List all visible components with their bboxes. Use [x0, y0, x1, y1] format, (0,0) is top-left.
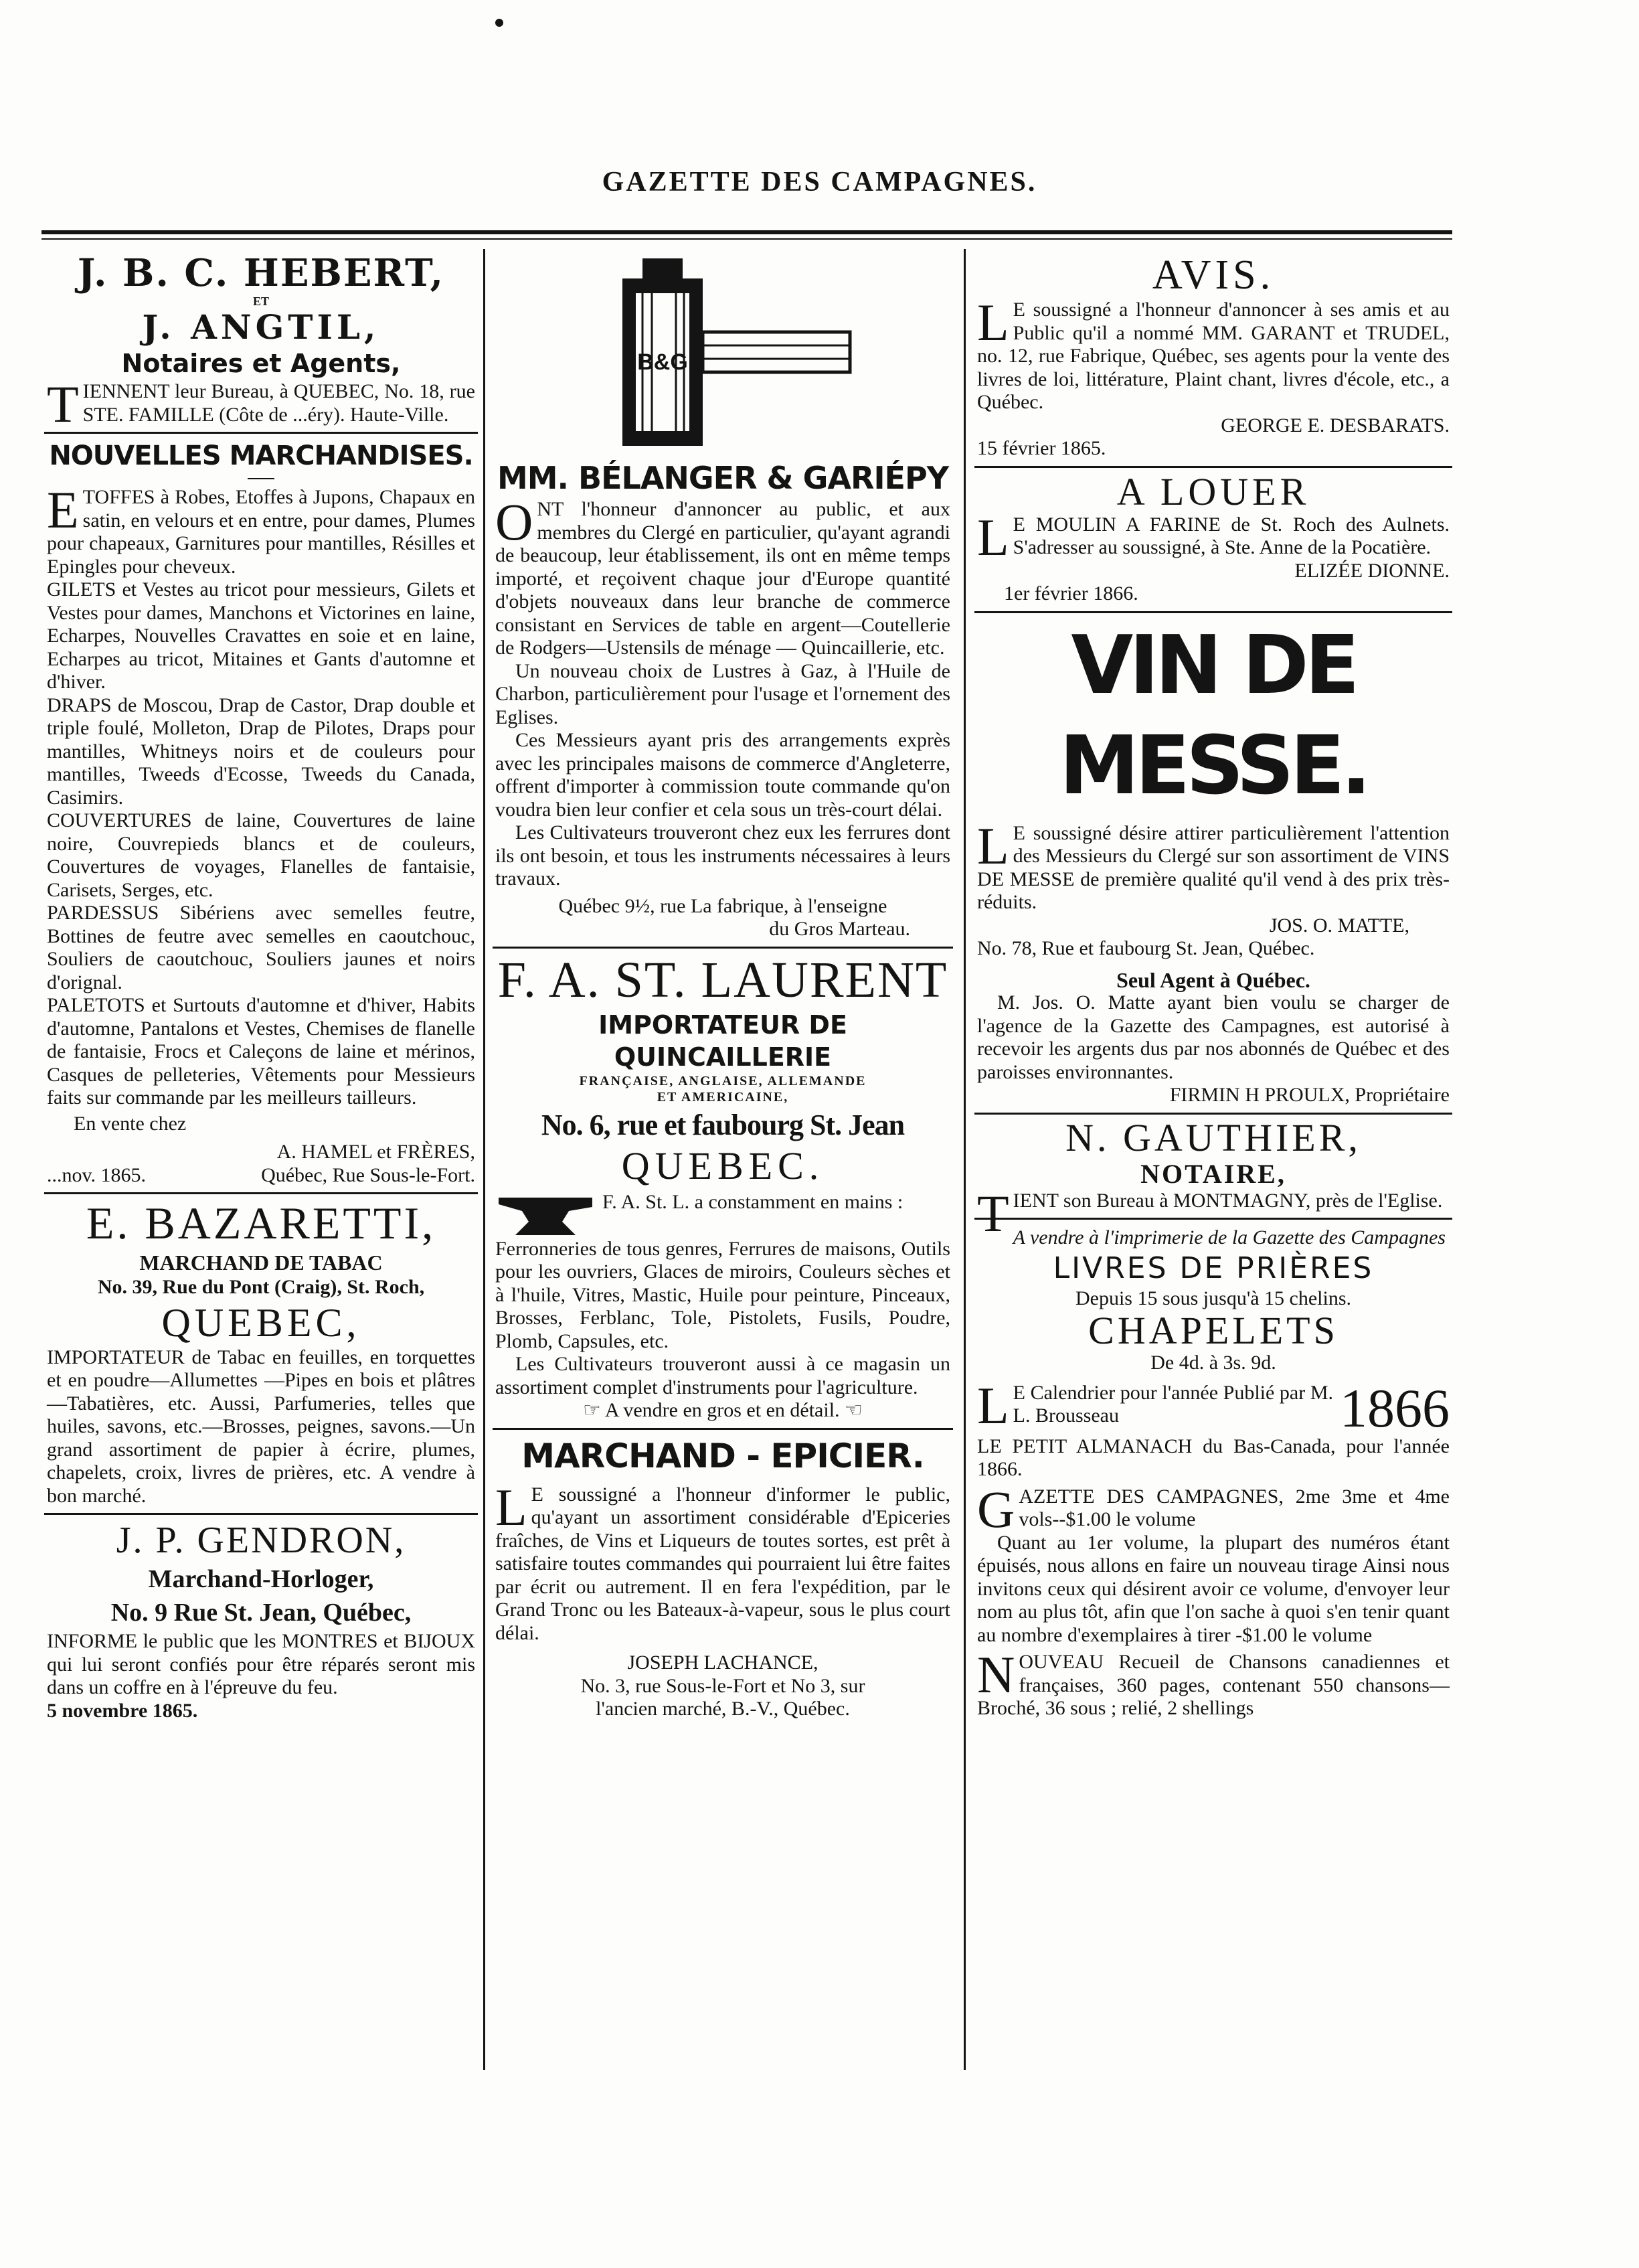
bazaretti-name: E. BAZARETTI, — [86, 1198, 436, 1248]
laurent-text2: Ferronneries de tous genres, Ferrures de maisons, Outils pour les ouvriers, Glaces de miroirs, Couleurs sèches et à l'huile, Vitres, Mastic, Huile pour peinture, Pinceaux, Brosses, Ferblanc, Tole, Pistolets, Fusils, Poudre, Plomb, Capsules, etc. — [495, 1237, 950, 1352]
ad-nouvelles-marchandises — [44, 434, 478, 1194]
belanger-addr1: Québec 9½, rue La fabrique, à l'enseigne — [558, 894, 887, 917]
louer-title: A LOUER — [1116, 469, 1310, 513]
gauthier-name: N. GAUTHIER, — [1065, 1115, 1361, 1159]
column-3 — [974, 249, 1452, 1726]
vin-agent-title: Seul Agent à Québec. — [1116, 967, 1310, 992]
nouvelles-p1: TOFFES à Robes, Etoffes à Jupons, Chapaux en satin, en velours et en entre, pour dames, Plumes pour chapeaux, Garnitures pour mantilles, Résilles et Epingles pour cheveux. — [47, 486, 475, 578]
bazaretti-city: QUEBEC, — [161, 1300, 361, 1345]
laurent-name: F. A. ST. LAURENT — [497, 951, 948, 1008]
belanger-p3: Ces Messieurs ayant pris des arrangements exprès avec les principales maisons de commerce d'Angleterre, offrent d'importer à commission toute commande qu'on voudra bien leur confier et cela sous un très-court délai. — [495, 729, 950, 821]
epicier-addr1: No. 3, rue Sous-le-Fort et No 3, sur — [580, 1674, 865, 1697]
ad-marchand-epicier — [493, 1430, 953, 1726]
nouvelles-p2: GILETS et Vestes au tricot pour messieurs, Gilets et Vestes pour dames, Manchons et Victorines en laine, Echarpes, Nouvelles Cravattes en soie et en laine, Echarpes au tricot, Mitaines et Gants d'automne et d'hiver. — [47, 578, 475, 693]
laurent-title: IMPORTATEUR DE QUINCAILLERIE — [598, 1009, 847, 1072]
gendron-date: 5 novembre 1865. — [47, 1699, 198, 1722]
louer-text: E MOULIN A FARINE de St. Roch des Aulnets. S'adresser au soussigné, à Ste. Anne de la Pocatière. — [1013, 513, 1450, 558]
hand-left-icon: ☜ — [845, 1399, 863, 1421]
hebert-dropcap: T — [47, 375, 79, 433]
nouvelles-seller: A. HAMEL et FRÈRES, — [276, 1141, 475, 1163]
ad-a-louer — [974, 468, 1452, 613]
vin-owner: FIRMIN H PROULX, Propriétaire — [1169, 1084, 1450, 1106]
gazette-p2: Quant au 1er volume, la plupart des numéros étant épuisés, nous allons en faire un nouveau tirage Ainsi nous invitons ceux qui désirent avoir ce volume, d'envoyer leur nom au plus tôt, afin que l'on sache à quoi s'en tenir quant au nombre d'exemplaires à tirer -$1.00 le volume — [977, 1531, 1450, 1646]
livres-title2: CHAPELETS — [1088, 1309, 1339, 1352]
gazette-text: AZETTE DES CAMPAGNES, 2me 3me et 4me vols--$1.00 le volume — [1019, 1485, 1450, 1530]
belanger-p1: NT l'honneur d'annoncer au public, et aux membres du Clergé en particulier, qu'ayant agrandi de beaucoup, leur établissement, ils ont en même temps importé, et reçoivent chaque jour d'Europe quantité d'objets nouveaux dans leur branche de commerce consistant en Services de table en argent—Coutellerie de Rodgers—Ustensils de ménage — Quincaillerie, etc. — [495, 498, 950, 659]
nouvelles-p5: PARDESSUS Sibériens avec semelles feutre, Bottines de feutre avec semelles en caoutchouc, Souliers de caoutchouc, Souliers jaunes et noirs d'orignal. — [47, 902, 475, 993]
nouvelles-vente: En vente chez — [74, 1112, 187, 1135]
livres-price2: De 4d. à 3s. 9d. — [1150, 1352, 1276, 1374]
belanger-dropcap: O — [495, 493, 533, 551]
vin-title: VIN DE MESSE. — [1059, 619, 1368, 813]
column-1 — [44, 249, 478, 1728]
avis-title: AVIS. — [1152, 252, 1275, 298]
louer-dropcap: L — [977, 507, 1009, 566]
nouvelles-dropcap: E — [47, 481, 79, 539]
ad-bazaretti — [44, 1194, 478, 1515]
header-rule-thin — [41, 238, 1452, 240]
ad-belanger-gariepy — [493, 249, 953, 949]
vin-text: E soussigné désire attirer particulièrement l'attention des Messieurs du Clergé sur son assortiment de VINS DE MESSE de première qualité qu'il vend à des prix très-réduits. — [977, 821, 1450, 913]
vin-dropcap: L — [977, 816, 1009, 875]
hebert-name: J. B. C. HEBERT, — [77, 251, 445, 295]
avis-name: GEORGE E. DESBARATS. — [1221, 414, 1450, 436]
nouvelles-dash — [248, 478, 274, 479]
avis-dropcap: L — [977, 293, 1009, 351]
page-speck — [495, 19, 503, 27]
gauthier-title: NOTAIRE, — [1140, 1158, 1286, 1189]
laurent-city: QUEBEC. — [621, 1143, 825, 1188]
calendrier-text: E Calendrier pour l'année Publié par M. L. Brousseau — [1013, 1381, 1333, 1427]
gauthier-dropcap: T — [977, 1184, 1009, 1242]
hebert-title: Notaires et Agents, — [121, 349, 401, 378]
livres-title1: LIVRES DE PRIÈRES — [1053, 1250, 1374, 1285]
epicier-text: E soussigné a l'honneur d'informer le public, qu'ayant un assortiment considérable d'Epiceries fraîches, de Vins et Liqueurs de toutes sortes, est prêt à satisfaire toutes commandes qui pourraient lui être faites par écrit ou autrement. Il en fera l'expédition, par le Grand Tronc ou les Bateaux-à-vapeur, sous le plus court délai. — [495, 1483, 950, 1644]
laurent-sub2: ET AMERICAINE, — [657, 1089, 789, 1105]
gendron-addr: No. 9 Rue St. Jean, Québec, — [110, 1599, 412, 1627]
epicier-addr2: l'ancien marché, B.-V., Québec. — [596, 1698, 850, 1720]
nouvelles-date: ...nov. 1865. — [47, 1163, 147, 1186]
nouvelles-p4: COUVERTURES de laine, Couvertures de laine noire, Couvrepieds blancs et de couleurs, Couvertures de voyages, Flanelles de fantaisie, Carisets, Serges, etc. — [47, 809, 475, 901]
column-divider-right — [964, 249, 966, 2070]
laurent-addr: No. 6, rue et faubourg St. Jean — [541, 1108, 905, 1141]
column-divider-left — [483, 249, 485, 2070]
laurent-text1: F. A. St. L. a constamment en mains : — [602, 1190, 903, 1213]
ad-avis — [974, 249, 1452, 468]
hebert-name-2: J. ANGTIL, — [142, 307, 380, 347]
nouvelles-p6: PALETOTS et Surtouts d'automne et d'hiver, Habits d'automne, Pantalons et Vestes, Chemises de flanelle de fantaisie, Frocs et Caleçons de laine et mérinos, Casques de pelleteries, Vêtements pour Messieurs faits sur commande par les meilleurs tailleurs. — [47, 994, 475, 1109]
laurent-text3: Les Cultivateurs trouveront aussi à ce magasin un assortiment complet d'instruments pour l'agriculture. — [495, 1353, 950, 1398]
belanger-addr2: du Gros Marteau. — [769, 918, 910, 940]
avis-text: E soussigné a l'honneur d'annoncer à ses amis et au Public qu'il a nommé MM. GARANT et TRUDEL, no. 12, rue Fabrique, Québec, ses agents pour la vente des livres de loi, littérature, Plaint chant, livres d'école, etc., a Québec. — [977, 299, 1450, 413]
header-rule-thick — [41, 230, 1452, 234]
louer-date: 1er février 1866. — [1004, 582, 1138, 604]
chansons-dropcap: N — [977, 1645, 1015, 1704]
bazaretti-title: MARCHAND DE TABAC — [139, 1250, 383, 1275]
laurent-vente: A vendre en gros et en détail. — [604, 1399, 840, 1421]
avis-date: 15 février 1865. — [977, 437, 1106, 459]
belanger-title: MM. BÉLANGER & GARIÉPY — [497, 460, 949, 496]
anvil-icon — [495, 1191, 596, 1238]
nouvelles-addr: Québec, Rue Sous-le-Fort. — [261, 1163, 475, 1186]
calendrier-dropcap: L — [977, 1376, 1009, 1435]
livres-intro: A vendre à l'imprimerie de la Gazette des Campagnes — [1013, 1226, 1446, 1248]
louer-name: ELIZÉE DIONNE. — [1294, 559, 1450, 582]
ad-hebert — [44, 249, 478, 434]
page-header: GAZETTE DES CAMPAGNES. — [602, 167, 1037, 197]
gendron-name: J. P. GENDRON, — [116, 1520, 406, 1561]
gauthier-text: IENT son Bureau à MONTMAGNY, près de l'Eglise. — [1013, 1189, 1443, 1212]
belanger-p4: Les Cultivateurs trouveront chez eux les ferrures dont ils ont besoin, et tous les instruments nécessaires à leurs travaux. — [495, 821, 950, 890]
vin-agent-text: M. Jos. O. Matte ayant bien voulu se charger de l'agence de la Gazette des Campagnes, est autorisé à recevoir les argents dus par nos abonnés de Québec et des paroisses environnantes. — [977, 991, 1450, 1083]
ad-st-laurent — [493, 949, 953, 1430]
hebert-et: ET — [252, 295, 269, 308]
gazette-dropcap: G — [977, 1479, 1015, 1538]
livres-price1: Depuis 15 sous jusqu'à 15 chelins. — [1075, 1287, 1352, 1309]
epicier-dropcap: L — [495, 1477, 527, 1536]
epicier-title: MARCHAND - EPICIER. — [521, 1436, 924, 1475]
belanger-p2: Un nouveau choix de Lustres à Gaz, à l'Huile de Charbon, particulièrement pour l'usage et l'ornement des Eglises. — [495, 659, 950, 728]
nouvelles-p3: DRAPS de Moscou, Drap de Castor, Drap double et triple foulé, Molleton, Drap de Pilotes, Draps pour mantilles, Whitneys noirs et de couleurs pour mantilles, Tweeds d'Ecosse, Tweeds du Canada, Casimirs. — [47, 694, 475, 809]
ad-vin-de-messe — [974, 613, 1452, 1115]
ad-gendron — [44, 1515, 478, 1728]
vin-name: JOS. O. MATTE, — [1269, 914, 1409, 937]
gendron-text: INFORME le public que les MONTRES et BIJOUX qui lui seront confiés pour être réparés seront mis dans un coffre en à l'épreuve du feu. — [47, 1630, 475, 1698]
hand-right-icon: ☞ — [583, 1399, 601, 1421]
laurent-sub1: FRANÇAISE, ANGLAISE, ALLEMANDE — [579, 1073, 867, 1088]
calendrier-year: 1866 — [1340, 1377, 1450, 1439]
hammer-icon — [582, 252, 863, 453]
hebert-text: IENNENT leur Bureau, à QUEBEC, No. 18, rue STE. FAMILLE (Côte de ...éry). Haute-Ville. — [82, 380, 475, 426]
gendron-title: Marchand-Horloger, — [148, 1565, 374, 1593]
epicier-name: JOSEPH LACHANCE, — [627, 1651, 818, 1674]
vin-addr: No. 78, Rue et faubourg St. Jean, Québec. — [977, 937, 1315, 959]
bazaretti-addr: No. 39, Rue du Pont (Craig), St. Roch, — [97, 1276, 425, 1298]
ad-livres — [974, 1220, 1452, 1726]
chansons-text: OUVEAU Recueil de Chansons canadiennes et françaises, 360 pages, contenant 550 chansons—Broché, 36 sous ; relié, 2 shellings — [977, 1651, 1450, 1719]
bazaretti-text: IMPORTATEUR de Tabac en feuilles, en torquettes et en poudre—Allumettes —Pipes en bois et plâtres—Tabatières, etc. Aussi, Parfumeries, telles que huiles, savons, etc.—Brosses, peignes, savons.—Un grand assortiment de papier à écrire, plumes, chapelets, croix, livres de prières, etc. A vendre à bon marché. — [47, 1346, 475, 1507]
nouvelles-title: NOUVELLES MARCHANDISES. — [49, 440, 473, 471]
almanach-text: LE PETIT ALMANACH du Bas-Canada, pour l'année 1866. — [977, 1435, 1450, 1480]
column-2 — [493, 249, 953, 1726]
hammer-label: B&G — [637, 349, 688, 375]
